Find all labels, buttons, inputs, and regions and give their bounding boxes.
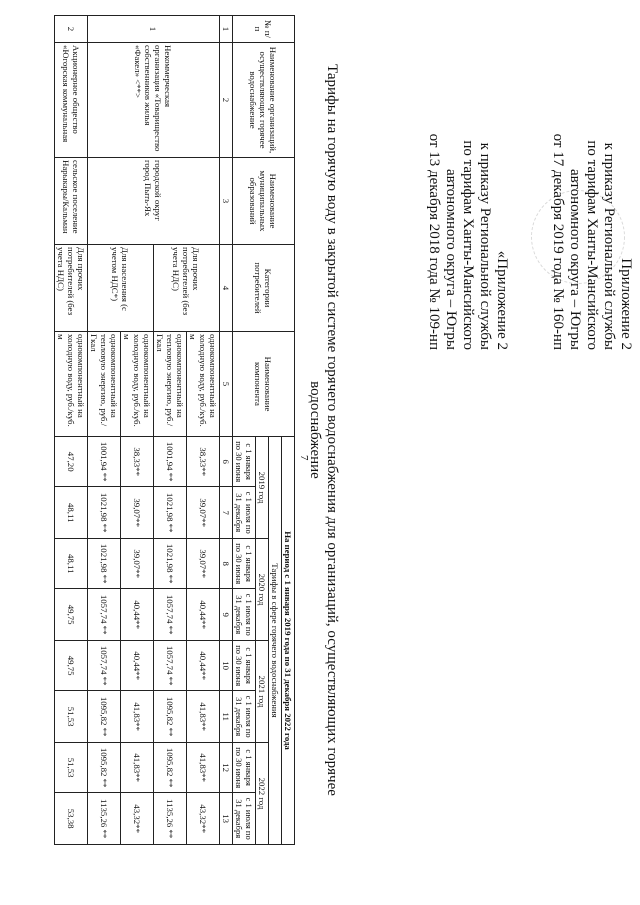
index-cell: 13 [220,793,233,845]
value-cell: 1057,74 ** [154,640,187,690]
value-cell: 38,33** [187,437,220,487]
value-cell: 1021,98 ** [88,538,121,588]
index-cell: 6 [220,437,233,487]
half-header: с 1 января по 30 июня [233,640,256,690]
index-cell: 9 [220,589,233,641]
value-cell: 1001,94 ** [88,437,121,487]
value-cell: 1021,98 ** [154,538,187,588]
appendix-old-line: «Приложение 2 [494,250,510,350]
value-cell: 53,38 [55,793,88,845]
row-component: однокомпонентный на холодную воду, руб./куб. м [55,332,88,437]
table-header-row [282,16,295,845]
index-row [220,16,233,845]
value-cell: 39,07** [121,487,154,539]
row-municipality: сельское поселение Нарыкары/Кальман [55,158,88,245]
appendix-old-line: автономного округа – Югры [443,168,459,350]
appendix-old-line: по тарифам Ханты-Мансийского [460,140,476,350]
half-header: с 1 января по 30 июня [233,742,256,792]
col-header-tariff-group: Тарифы в сфере горячего водоснабжения [269,437,282,845]
half-header: с 1 января по 30 июня [233,538,256,588]
document-title: Тарифы на горячую воду в закрытой системе горячего водоснабжения для организаций, осуществляющих горячее водоснабжение [307,64,340,796]
index-cell: 11 [220,691,233,743]
value-cell: 40,44** [121,640,154,690]
index-cell: 7 [220,487,233,539]
appendix-new-line: автономного округа – Югры [567,168,583,350]
value-cell: 1057,74 ** [88,640,121,690]
row-component: однокомпонентный на тепловую энергию, руб./Гкал [88,332,121,437]
tariff-table [54,15,295,845]
value-cell: 43,32** [121,793,154,845]
table-row [55,16,88,845]
half-header: с 1 июля по 31 декабря [233,589,256,641]
index-cell: 4 [220,245,233,332]
index-cell: 2 [220,43,233,158]
row-num: 2 [55,16,88,43]
value-cell: 1095,82 ** [88,742,121,792]
value-cell: 1095,82 ** [88,691,121,743]
row-component: однокомпонентный на тепловую энергию, руб./Гкал [154,332,187,437]
value-cell: 41,83** [121,742,154,792]
row-consumer: Для прочих потребителей (без учета НДС) [55,245,88,332]
page-number: 7 [298,455,310,461]
year-header: 2021 год [256,640,269,742]
appendix-new-line: от 17 декабря 2019 года № 160-нп [550,133,566,350]
year-header: 2022 год [256,742,269,844]
half-header: с 1 июля по 31 декабря [233,691,256,743]
value-cell: 1001,94 ** [154,437,187,487]
value-cell: 1095,82 ** [154,691,187,743]
value-cell: 40,44** [187,589,220,641]
value-cell: 39,07** [187,538,220,588]
appendix-new-line: к приказу Региональной службы [601,142,617,350]
half-header: с 1 января по 30 июня [233,437,256,487]
value-cell: 1135,26 ** [154,793,187,845]
appendix-new-block [549,10,634,350]
appendix-old-block [425,10,510,350]
index-cell: 10 [220,640,233,690]
value-cell: 1021,98 ** [88,487,121,539]
index-cell: 1 [220,16,233,43]
col-header-org: Наименование организаций, осуществляющих горячее водоснабжение [233,43,295,158]
value-cell: 49,75 [55,640,88,690]
col-header-municipality: Наименование муниципальных образований [233,158,295,245]
index-cell: 12 [220,742,233,792]
col-header-num: № п/п [233,16,295,43]
value-cell: 49,75 [55,589,88,641]
value-cell: 1021,98 ** [154,487,187,539]
value-cell: 1135,26 ** [88,793,121,845]
row-consumer: Для прочих потребителей (без учета НДС) [154,245,220,332]
table-row [187,16,220,845]
value-cell: 1057,74 ** [88,589,121,641]
value-cell: 39,07** [121,538,154,588]
appendix-old-line: к приказу Региональной службы [477,142,493,350]
col-header-consumer: Категории потребителей [233,245,295,332]
year-header: 2019 год [256,437,269,539]
year-header: 2020 год [256,538,269,640]
value-cell: 40,44** [121,589,154,641]
value-cell: 40,44** [187,640,220,690]
index-cell: 5 [220,332,233,437]
value-cell: 48,11 [55,487,88,539]
half-header: с 1 июля по 31 декабря [233,793,256,845]
value-cell: 51,53 [55,691,88,743]
value-cell: 41,83** [121,691,154,743]
value-cell: 51,53 [55,742,88,792]
index-cell: 3 [220,158,233,245]
value-cell: 48,11 [55,538,88,588]
index-cell: 8 [220,538,233,588]
appendix-new-line: Приложение 2 [618,258,634,350]
row-consumer: Для населения (с учетом НДС*) [88,245,154,332]
value-cell: 1057,74 ** [154,589,187,641]
value-cell: 43,32** [187,793,220,845]
value-cell: 41,83** [187,742,220,792]
row-org: Акционерное общество «Югорская коммунальная [55,43,88,158]
value-cell: 39,07** [187,487,220,539]
value-cell: 47,20 [55,437,88,487]
half-header: с 1 июля по 31 декабря [233,487,256,539]
col-header-component: Наименование компонента [233,332,295,437]
appendix-old-line: от 13 декабря 2018 года № 109-нп [426,133,442,350]
col-header-period: На период с 1 января 2019 года по 31 декабря 2022 года [282,437,295,845]
row-org: Некоммерческая организация «Товарищество собственников жилья «Факел» <**> [88,43,220,158]
value-cell: 38,33** [121,437,154,487]
value-cell: 1095,82 ** [154,742,187,792]
row-component: однокомпонентный на холодную воду, руб./куб. м [187,332,220,437]
appendix-new-line: по тарифам Ханты-Мансийского [584,140,600,350]
row-municipality: городской округ город Пыть-Ях [88,158,220,245]
row-num: 1 [88,16,220,43]
value-cell: 41,83** [187,691,220,743]
row-component: однокомпонентный на холодную воду, руб./куб. м [121,332,154,437]
